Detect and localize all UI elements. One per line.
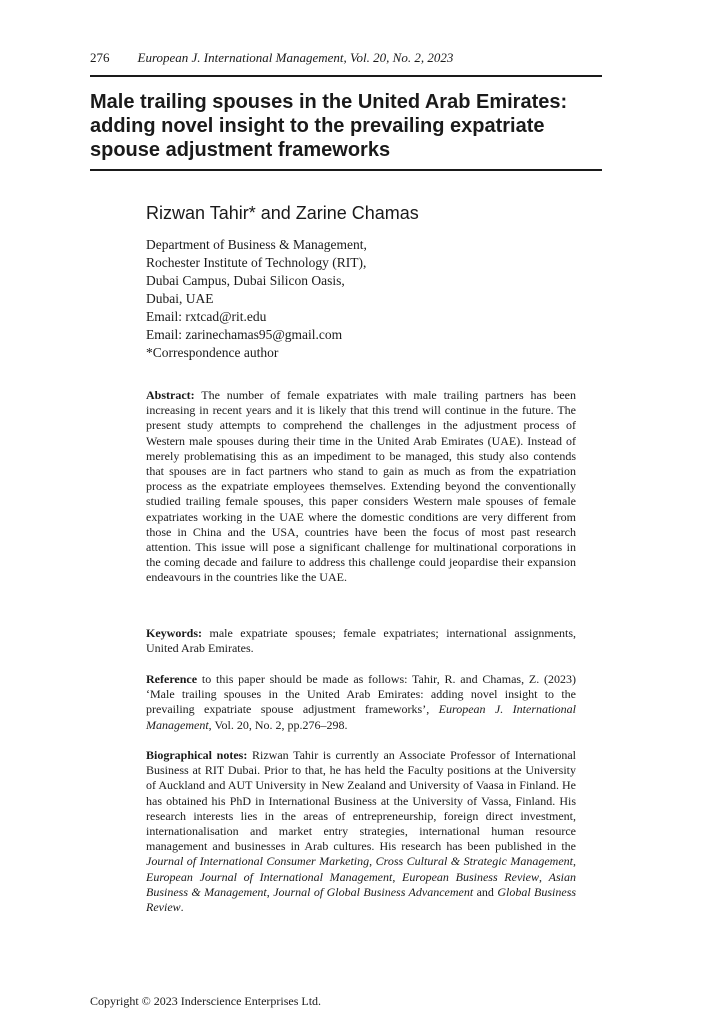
title-top-rule <box>90 75 602 77</box>
page-number: 276 <box>90 50 110 65</box>
correspondence-note: *Correspondence author <box>146 345 279 360</box>
copyright-notice: Copyright © 2023 Inderscience Enterprises Ltd. <box>90 994 322 1008</box>
bio-separator: , <box>573 854 577 869</box>
bio-journal: Journal of International Consumer Marketing <box>146 854 370 869</box>
author-affiliation <box>146 236 586 362</box>
title-line: adding novel insight to the prevailing expatriate <box>90 115 545 137</box>
keywords-text: male expatriate spouses; female expatriates; international assignments, United Arab Emirates. <box>146 626 576 656</box>
abstract-text: The number of female expatriates with male trailing partners has been increasing in recent years and it is likely that this trend will continue in the future. The present study attempts to comprehend the challenges in the adjustment process of Western male spouses during their time in the United Arab Emirates (UAE). Instead of merely problematising this as an impediment to be managed, this study also contends that spouses are in fact partners who stand to gain as much as from the expatriation process as the expatriate employees themselves. Extending beyond the conventionally studied trailing female spouses, this paper considers Western male spouses of female expatriates working in the UAE where the domestic conditions are very different from those in China and the USA, countries have been the focus of most past research attention. This issue will pose a significant challenge for multinational corporations in the coming decade and failure to address this challenge could jeopardise their expansion endeavours in the countries like the UAE. <box>146 388 576 585</box>
affiliation-city: Dubai, UAE <box>146 291 214 306</box>
bio-separator: , <box>392 869 403 884</box>
email-link[interactable]: Email: rxtcad@rit.edu <box>146 309 267 324</box>
bio-journal: European Journal of International Management <box>146 869 393 884</box>
reference <box>146 672 576 733</box>
abstract-label: Abstract: <box>146 388 195 402</box>
reference-citation-tail: , Vol. 20, No. 2, pp.276–298. <box>208 717 348 732</box>
bio-journal: Journal of Global Business Advancement <box>273 884 474 899</box>
reference-text: to this paper should be made as follows: Tahir, R. and Chamas, Z. (2023) ‘Male trailing spouses in the United Arab Emirates: adding novel insight to the prevailing expatriate spouse adjustment frameworks’, <box>146 672 577 717</box>
bio-journal: Cross Cultural & Strategic Management <box>375 854 574 869</box>
journal-citation: European J. International Management, Vol. 20, No. 2, 2023 <box>137 50 454 65</box>
bio-text: Rizwan Tahir is currently an Associate Professor of International Business at RIT Dubai. Prior to that, he has held the Faculty positions at the University of Auckland and AUT University in New Zealand and University of Vaasa in Finland. He has obtained his PhD in International Business at the University of Vassa, Finland. His research interests lies in the areas of entrepreneurship, foreign direct investment, internationalisation and market entry strategies, international human resource management and businesses in Arab cultures. His research has been published in the <box>146 748 577 854</box>
bio-label: Biographical notes: <box>146 748 248 762</box>
bio-journal: European Business Review <box>402 869 539 884</box>
affiliation-campus: Dubai Campus, Dubai Silicon Oasis, <box>146 273 345 288</box>
article-title <box>90 90 602 162</box>
title-bottom-rule <box>90 169 602 171</box>
reference-label: Reference <box>146 672 198 686</box>
bio-separator: and <box>473 884 498 899</box>
affiliation-institute: Rochester Institute of Technology (RIT), <box>146 255 367 270</box>
title-line: Male trailing spouses in the United Arab Emirates: <box>90 91 568 113</box>
bio-separator: , <box>369 854 376 869</box>
bio-journal: Asian Business & Management <box>146 869 577 899</box>
running-head <box>90 50 610 66</box>
affiliation-department: Department of Business & Management, <box>146 237 367 252</box>
keywords-label: Keywords: <box>146 626 202 640</box>
author-names: Rizwan Tahir* and Zarine Chamas <box>146 203 419 223</box>
reference-journal: European J. International Management <box>146 702 576 732</box>
title-line: spouse adjustment frameworks <box>90 139 391 161</box>
keywords <box>146 626 576 656</box>
abstract <box>146 388 576 586</box>
biographical-notes <box>146 748 576 915</box>
bio-journal: Global Business Review <box>146 884 577 915</box>
bio-separator: , <box>538 869 549 884</box>
bio-separator: , <box>266 884 274 899</box>
bio-end: . <box>180 900 184 915</box>
email-link[interactable]: Email: zarinechamas95@gmail.com <box>146 327 343 342</box>
